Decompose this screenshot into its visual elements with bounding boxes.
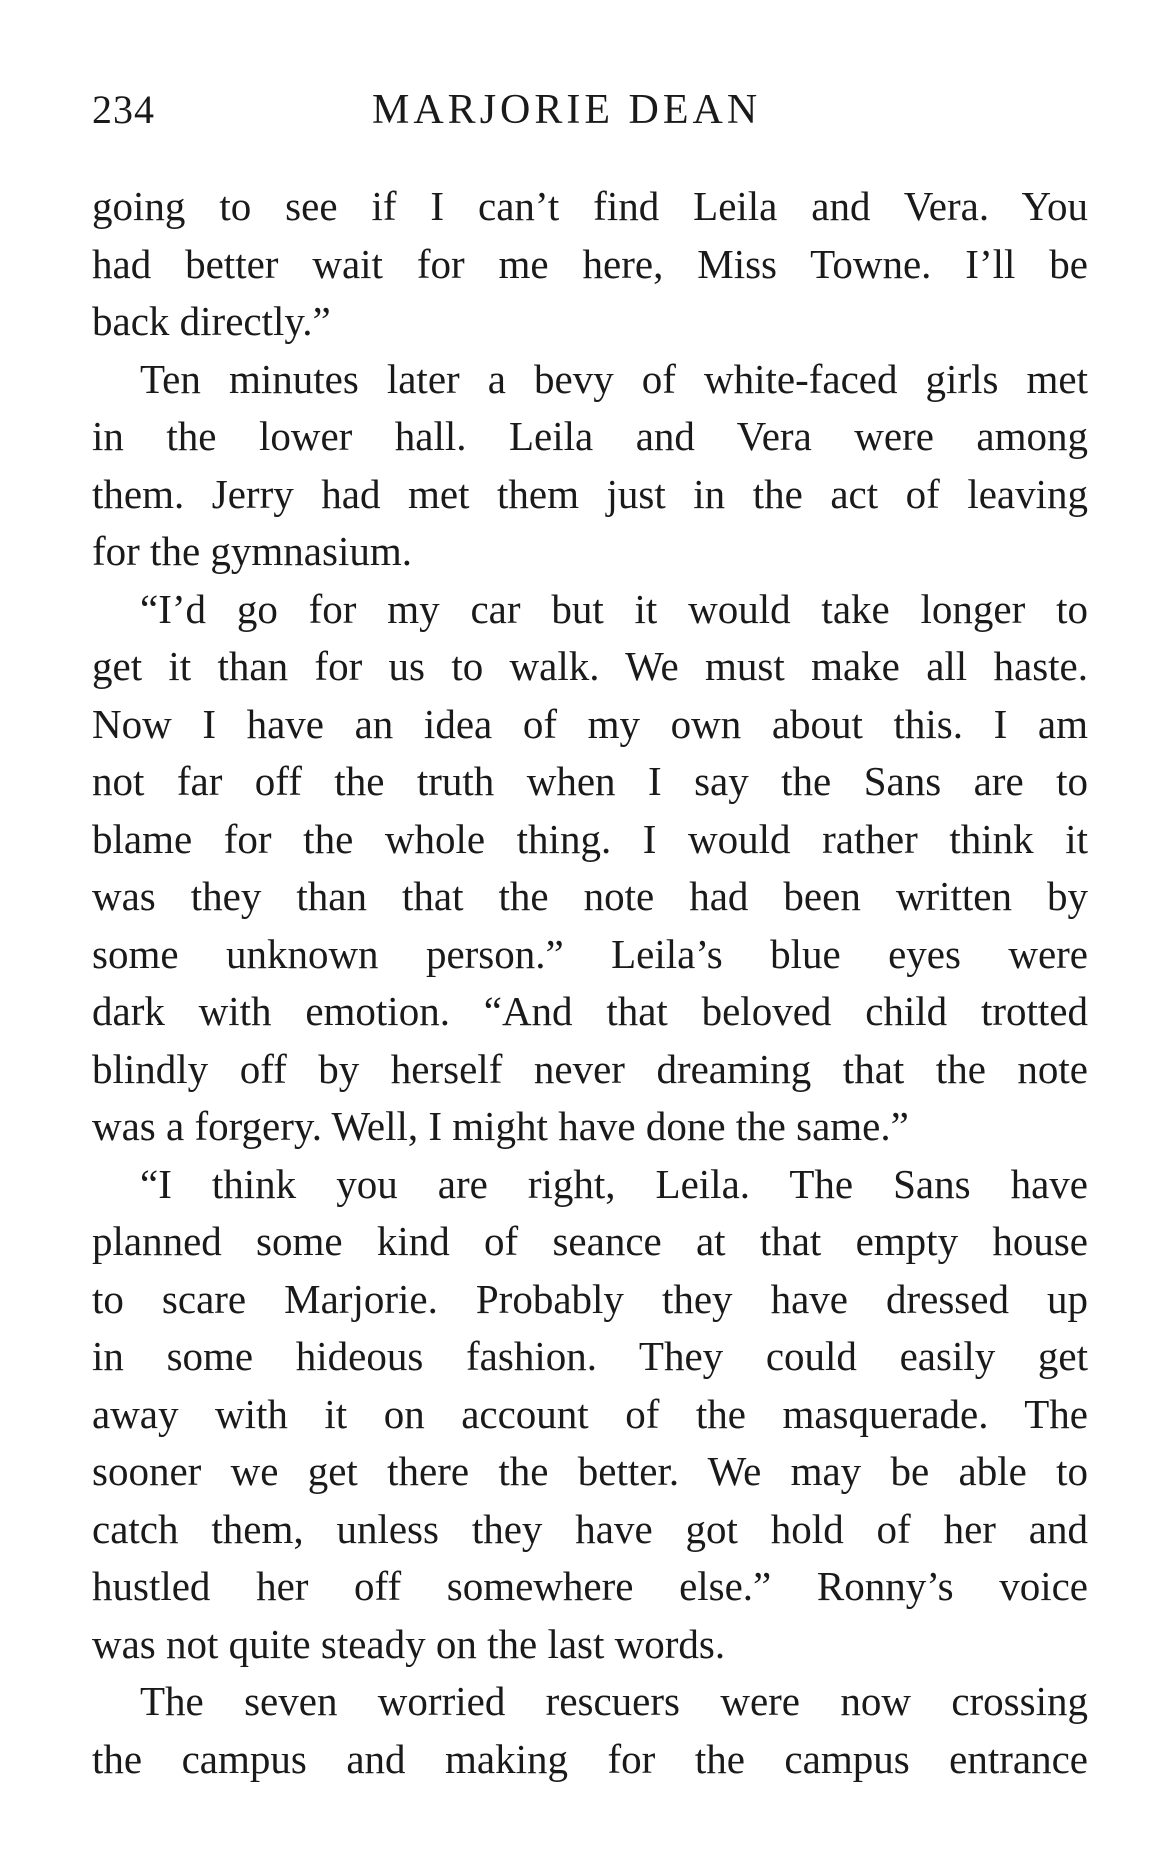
text-line: in some hideous fashion. They could easily get [92,1333,1088,1379]
text-line: was they than that the note had been written by [92,873,1088,919]
text-line: some unknown person.” Leila’s blue eyes were [92,930,1088,977]
text-line: “I think you are right, Leila. The Sans have [140,1160,1088,1207]
text-line: hustled her off somewhere else.” Ronny’s voice [92,1563,1088,1609]
page-number: 234 [92,87,155,132]
text-line: for the gymnasium. [92,528,412,574]
text-line: catch them, unless they have got hold of her and [92,1505,1088,1552]
paragraph [92,1673,1088,1788]
text-line: the campus and making for the campus entrance [92,1735,1088,1782]
text-line: was not quite steady on the last words. [92,1620,726,1667]
text-line: not far off the truth when I say the Sans are to [92,758,1088,804]
text-line: Ten minutes later a bevy of white-faced girls met [140,355,1088,402]
text-line: planned some kind of seance at that empty house [92,1218,1088,1264]
text-line: sooner we get there the better. We may be able to [92,1448,1088,1494]
text-line: dark with emotion. “And that beloved child trotted [92,988,1088,1034]
paragraph [92,178,1088,351]
text-line: was a forgery. Well, I might have done the same.” [92,1103,909,1149]
page-header [92,86,1088,136]
running-title: MARJORIE DEAN [372,87,762,133]
text-line: “I’d go for my car but it would take longer to [140,585,1088,632]
text-line: had better wait for me here, Miss Towne. I’ll be [92,240,1088,287]
text-line: The seven worried rescuers were now crossing [140,1678,1088,1724]
text-line: back directly.” [92,298,331,344]
text-line: blindly off by herself never dreaming that the note [92,1045,1088,1092]
text-line: blame for the whole thing. I would rather think it [92,815,1088,862]
text-line: them. Jerry had met them just in the act of leaving [92,470,1088,517]
text-line: to scare Marjorie. Probably they have dressed up [92,1275,1088,1322]
text-line: going to see if I can’t find Leila and Vera. You [92,183,1088,229]
paragraph [92,1156,1088,1674]
text-line: away with it on account of the masquerade. The [92,1390,1088,1437]
text-line: Now I have an idea of my own about this. I am [92,700,1088,747]
paragraph [92,351,1088,581]
paragraph [92,581,1088,1156]
text-line: get it than for us to walk. We must make all haste. [92,643,1088,689]
body-text [92,178,1088,1788]
text-line: in the lower hall. Leila and Vera were among [92,413,1088,459]
